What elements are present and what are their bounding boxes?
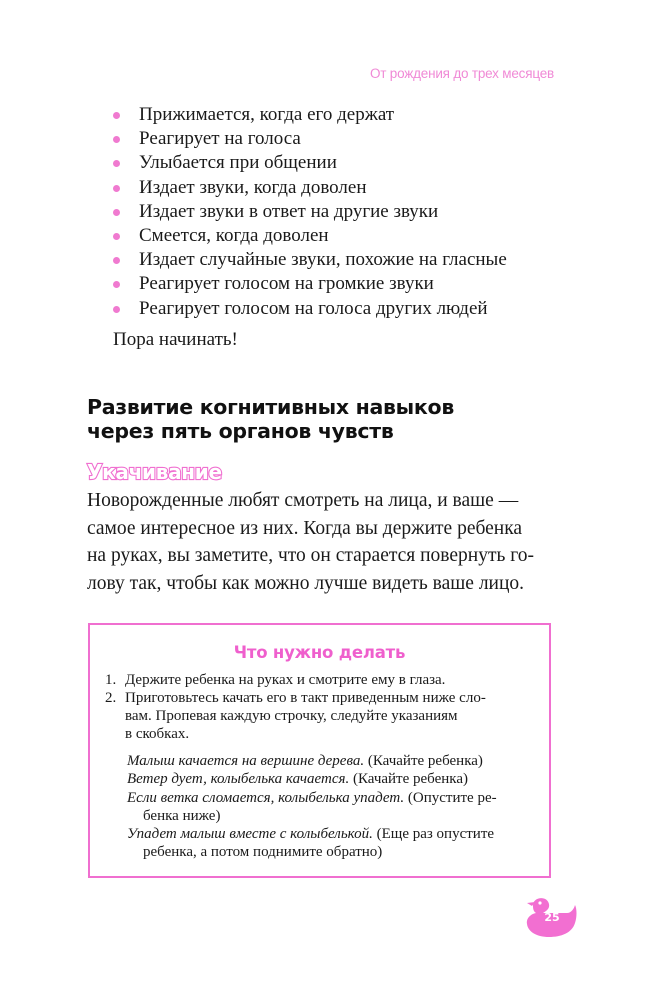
- lyric-continuation: ребенка, а потом поднимите обратно): [143, 844, 383, 861]
- step-item: [105, 671, 486, 689]
- step-line: Держите ребенка на руках и смотрите ему в глаза.: [125, 672, 446, 688]
- paragraph-line: лову так, чтобы как можно лучше видеть ваше лицо.: [87, 572, 525, 594]
- lyric-line: [127, 752, 497, 770]
- list-item-text: Реагирует на голоса: [139, 128, 301, 150]
- activity-title: Укачивание: [87, 460, 222, 484]
- list-item-text: Улыбается при общении: [139, 152, 337, 174]
- lyric-line: [127, 770, 497, 788]
- list-item-text: Реагирует голосом на громкие звуки: [139, 273, 434, 295]
- section-title-line: Развитие когнитивных навыков: [87, 395, 454, 419]
- lyric-note: (Еще раз опустите: [372, 826, 495, 843]
- lyric-continuation: бенка ниже): [143, 807, 221, 824]
- list-item-text: Смеется, когда доволен: [139, 225, 329, 247]
- lyric-verse: Ветер дует, колыбелька качается.: [127, 771, 350, 788]
- intro-paragraph: [87, 487, 534, 597]
- instructions-box: [88, 623, 551, 878]
- lyric-line: [127, 789, 497, 807]
- list-item: [113, 127, 507, 151]
- list-item: [113, 151, 507, 175]
- bullet-icon: [113, 257, 120, 264]
- bullet-icon: [113, 160, 120, 167]
- steps-list: [105, 671, 486, 743]
- step-item: [105, 689, 486, 743]
- list-item: [113, 224, 507, 248]
- bullet-icon: [113, 281, 120, 288]
- page-number: 25: [544, 911, 560, 924]
- step-line: в скобках.: [125, 726, 190, 742]
- lyric-note: (Опустите ре-: [404, 789, 497, 806]
- paragraph-line: самое интересное из них. Когда вы держите ребенка: [87, 517, 523, 539]
- step-number: 2.: [105, 690, 117, 706]
- paragraph-line: Новорожденные любят смотреть на лица, и ваше —: [87, 490, 519, 511]
- start-text: Пора начинать!: [113, 329, 238, 350]
- list-item: [113, 200, 507, 224]
- list-item-text: Издает звуки, когда доволен: [139, 176, 367, 198]
- bullet-icon: [113, 136, 120, 143]
- lyric-note: (Качайте ребенка): [364, 753, 483, 769]
- song-lyrics: [127, 752, 497, 862]
- step-line: Приготовьтесь качать его в такт приведенным ниже сло-: [125, 690, 486, 706]
- list-item-text: Издает звуки в ответ на другие звуки: [139, 200, 439, 222]
- bullet-icon: [113, 112, 120, 119]
- list-item-text: Реагирует голосом на голоса других людей: [139, 297, 488, 319]
- step-number: 1.: [105, 672, 117, 688]
- list-item: [113, 176, 507, 200]
- lyric-note: (Качайте ребенка): [349, 771, 469, 788]
- list-item: [113, 297, 507, 321]
- lyric-verse: Упадет малыш вместе с колыбелькой.: [127, 826, 373, 843]
- lyric-line: [127, 825, 497, 843]
- bullet-icon: [113, 233, 120, 240]
- lyric-verse: Малыш качается на вершине дерева.: [127, 753, 365, 769]
- step-line: вам. Пропевая каждую строчку, следуйте указаниям: [125, 708, 458, 724]
- box-title: Что нужно делать: [233, 643, 406, 662]
- list-item-text: Прижимается, когда его держат: [139, 104, 395, 125]
- list-item: [113, 272, 507, 296]
- paragraph-line: на руках, вы заметите, что он старается повернуть го-: [87, 545, 535, 566]
- bullet-icon: [113, 306, 120, 313]
- lyric-verse: Если ветка сломается, колыбелька упадет.: [127, 789, 405, 806]
- list-item: [113, 248, 507, 272]
- section-title: [87, 395, 454, 443]
- list-item: [113, 103, 507, 127]
- list-item-text: Издает случайные звуки, похожие на гласные: [139, 249, 507, 271]
- skills-list: [113, 103, 507, 321]
- bullet-icon: [113, 209, 120, 216]
- section-title-line: через пять органов чувств: [87, 419, 394, 443]
- bullet-icon: [113, 185, 120, 192]
- running-header: От рождения до трех месяцев: [369, 66, 554, 81]
